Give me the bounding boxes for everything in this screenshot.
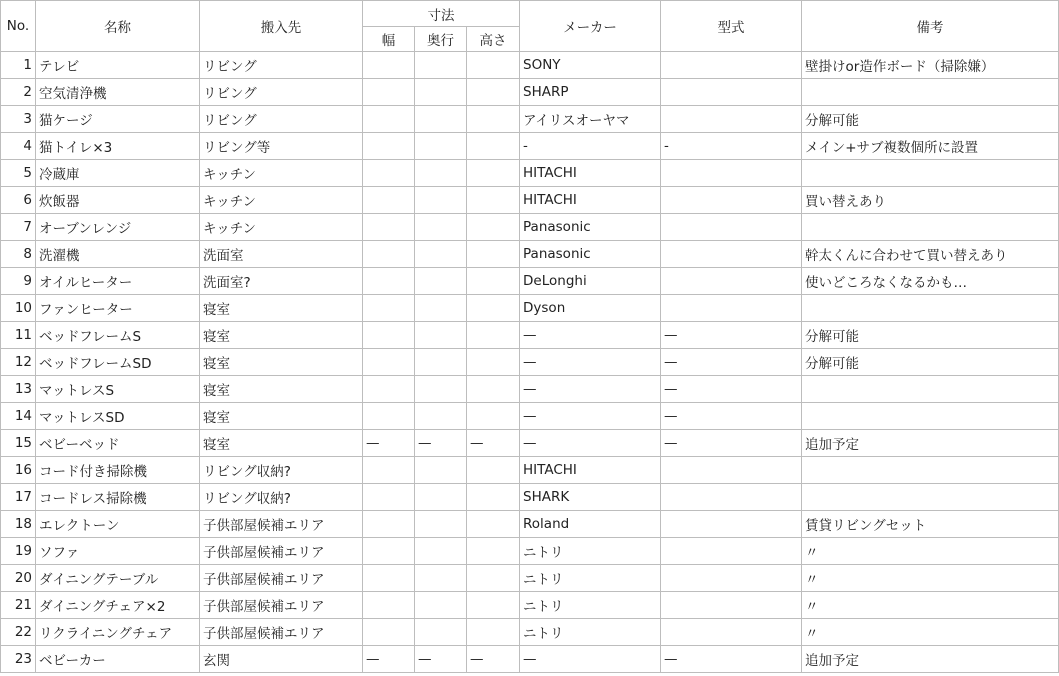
cell-depth[interactable] (415, 295, 467, 322)
cell-model[interactable] (661, 160, 802, 187)
cell-model[interactable] (661, 52, 802, 79)
cell-width[interactable] (363, 106, 415, 133)
table-row (1, 349, 1059, 376)
cell-no[interactable]: 22 (1, 619, 36, 646)
cell-name[interactable]: ベビーカー (36, 646, 200, 673)
cell-height[interactable] (467, 565, 520, 592)
cell-width[interactable] (363, 349, 415, 376)
cell-destination[interactable]: 寝室 (200, 295, 363, 322)
cell-depth[interactable] (415, 349, 467, 376)
cell-notes[interactable]: 〃 (802, 619, 1059, 646)
cell-model[interactable] (661, 457, 802, 484)
cell-destination[interactable]: キッチン (200, 187, 363, 214)
cell-name[interactable]: 空気清浄機 (36, 79, 200, 106)
cell-width[interactable] (363, 511, 415, 538)
cell-model[interactable]: — (661, 349, 802, 376)
cell-name[interactable]: 猫トイレ×3 (36, 133, 200, 160)
cell-destination[interactable]: 子供部屋候補エリア (200, 538, 363, 565)
cell-destination[interactable]: 洗面室? (200, 268, 363, 295)
cell-height[interactable] (467, 241, 520, 268)
cell-notes[interactable]: メイン+サブ複数個所に設置 (802, 133, 1059, 160)
cell-notes[interactable]: 分解可能 (802, 322, 1059, 349)
cell-maker[interactable]: Panasonic (520, 241, 661, 268)
cell-maker[interactable]: — (520, 646, 661, 673)
cell-maker[interactable]: — (520, 376, 661, 403)
cell-notes[interactable] (802, 403, 1059, 430)
cell-maker[interactable]: ニトリ (520, 565, 661, 592)
cell-destination[interactable]: 寝室 (200, 376, 363, 403)
cell-maker[interactable]: Roland (520, 511, 661, 538)
cell-model[interactable] (661, 511, 802, 538)
cell-destination[interactable]: 子供部屋候補エリア (200, 619, 363, 646)
cell-no[interactable]: 16 (1, 457, 36, 484)
cell-maker[interactable]: - (520, 133, 661, 160)
cell-name[interactable]: ベッドフレームSD (36, 349, 200, 376)
cell-notes[interactable]: 賃貸リビングセット (802, 511, 1059, 538)
cell-name[interactable]: コードレス掃除機 (36, 484, 200, 511)
cell-no[interactable]: 19 (1, 538, 36, 565)
cell-name[interactable]: ベッドフレームS (36, 322, 200, 349)
cell-depth[interactable] (415, 565, 467, 592)
cell-width[interactable] (363, 187, 415, 214)
cell-depth[interactable]: — (415, 646, 467, 673)
cell-notes[interactable]: 追加予定 (802, 430, 1059, 457)
cell-name[interactable]: ダイニングチェア×2 (36, 592, 200, 619)
cell-model[interactable] (661, 79, 802, 106)
cell-notes[interactable]: 分解可能 (802, 349, 1059, 376)
cell-name[interactable]: 洗濯機 (36, 241, 200, 268)
cell-notes[interactable]: 幹太くんに合わせて買い替えあり (802, 241, 1059, 268)
cell-width[interactable] (363, 322, 415, 349)
cell-notes[interactable]: 〃 (802, 538, 1059, 565)
table-row (1, 619, 1059, 646)
cell-no[interactable]: 1 (1, 52, 36, 79)
cell-destination[interactable]: リビング (200, 52, 363, 79)
cell-width[interactable]: — (363, 646, 415, 673)
cell-height[interactable] (467, 619, 520, 646)
cell-maker[interactable]: ニトリ (520, 592, 661, 619)
cell-no[interactable]: 13 (1, 376, 36, 403)
cell-height[interactable] (467, 268, 520, 295)
cell-depth[interactable] (415, 511, 467, 538)
cell-depth[interactable] (415, 214, 467, 241)
cell-destination[interactable]: 玄関 (200, 646, 363, 673)
cell-notes[interactable]: 使いどころなくなるかも… (802, 268, 1059, 295)
cell-maker[interactable]: HITACHI (520, 187, 661, 214)
cell-notes[interactable]: 追加予定 (802, 646, 1059, 673)
cell-model[interactable]: - (661, 133, 802, 160)
cell-height[interactable] (467, 457, 520, 484)
cell-no[interactable]: 9 (1, 268, 36, 295)
cell-height[interactable] (467, 133, 520, 160)
cell-destination[interactable]: 子供部屋候補エリア (200, 592, 363, 619)
cell-no[interactable]: 11 (1, 322, 36, 349)
cell-width[interactable] (363, 133, 415, 160)
table-row (1, 646, 1059, 673)
cell-name[interactable]: テレビ (36, 52, 200, 79)
cell-model[interactable] (661, 295, 802, 322)
cell-width[interactable] (363, 592, 415, 619)
cell-notes[interactable]: 壁掛けor造作ボード（掃除嫌） (802, 52, 1059, 79)
cell-depth[interactable] (415, 133, 467, 160)
cell-maker[interactable]: Panasonic (520, 214, 661, 241)
cell-maker[interactable]: SHARK (520, 484, 661, 511)
cell-maker[interactable]: Dyson (520, 295, 661, 322)
cell-width[interactable]: — (363, 430, 415, 457)
cell-name[interactable]: エレクトーン (36, 511, 200, 538)
cell-height[interactable] (467, 349, 520, 376)
cell-model[interactable]: — (661, 403, 802, 430)
cell-no[interactable]: 10 (1, 295, 36, 322)
cell-depth[interactable] (415, 160, 467, 187)
cell-height[interactable] (467, 79, 520, 106)
cell-no[interactable]: 8 (1, 241, 36, 268)
cell-height[interactable] (467, 187, 520, 214)
cell-maker[interactable]: DeLonghi (520, 268, 661, 295)
cell-depth[interactable] (415, 322, 467, 349)
cell-maker[interactable]: SONY (520, 52, 661, 79)
cell-width[interactable] (363, 79, 415, 106)
cell-destination[interactable]: 子供部屋候補エリア (200, 565, 363, 592)
table-row (1, 295, 1059, 322)
table-row (1, 133, 1059, 160)
header-notes[interactable]: 備考 (802, 1, 1059, 52)
table-row (1, 214, 1059, 241)
cell-height[interactable] (467, 52, 520, 79)
cell-no[interactable]: 14 (1, 403, 36, 430)
cell-name[interactable]: 猫ケージ (36, 106, 200, 133)
cell-depth[interactable] (415, 403, 467, 430)
cell-maker[interactable]: SHARP (520, 79, 661, 106)
cell-width[interactable] (363, 403, 415, 430)
header-maker[interactable]: メーカー (520, 1, 661, 52)
cell-model[interactable] (661, 241, 802, 268)
cell-notes[interactable] (802, 295, 1059, 322)
cell-notes[interactable] (802, 376, 1059, 403)
cell-name[interactable]: マットレスSD (36, 403, 200, 430)
cell-width[interactable] (363, 214, 415, 241)
cell-height[interactable] (467, 295, 520, 322)
cell-name[interactable]: リクライニングチェア (36, 619, 200, 646)
cell-notes[interactable]: 〃 (802, 592, 1059, 619)
cell-model[interactable] (661, 565, 802, 592)
cell-notes[interactable]: 〃 (802, 565, 1059, 592)
cell-depth[interactable] (415, 484, 467, 511)
cell-destination[interactable]: 子供部屋候補エリア (200, 511, 363, 538)
table-row (1, 79, 1059, 106)
cell-height[interactable] (467, 511, 520, 538)
cell-width[interactable] (363, 160, 415, 187)
table-row (1, 457, 1059, 484)
cell-height[interactable] (467, 376, 520, 403)
table-row (1, 268, 1059, 295)
cell-height[interactable] (467, 592, 520, 619)
cell-notes[interactable]: 買い替えあり (802, 187, 1059, 214)
cell-no[interactable]: 18 (1, 511, 36, 538)
table-row (1, 52, 1059, 79)
cell-name[interactable]: ダイニングテーブル (36, 565, 200, 592)
cell-destination[interactable]: 寝室 (200, 430, 363, 457)
cell-depth[interactable]: — (415, 430, 467, 457)
cell-no[interactable]: 7 (1, 214, 36, 241)
cell-depth[interactable] (415, 376, 467, 403)
cell-destination[interactable]: リビング等 (200, 133, 363, 160)
cell-depth[interactable] (415, 187, 467, 214)
cell-height[interactable] (467, 160, 520, 187)
cell-height[interactable]: — (467, 646, 520, 673)
cell-model[interactable]: — (661, 322, 802, 349)
cell-width[interactable] (363, 538, 415, 565)
cell-depth[interactable] (415, 106, 467, 133)
cell-destination[interactable]: 寝室 (200, 349, 363, 376)
header-height[interactable]: 高さ (467, 27, 520, 52)
table-row (1, 565, 1059, 592)
cell-maker[interactable]: ニトリ (520, 538, 661, 565)
cell-model[interactable] (661, 214, 802, 241)
table-row (1, 403, 1059, 430)
cell-name[interactable]: ベビーベッド (36, 430, 200, 457)
cell-model[interactable] (661, 187, 802, 214)
cell-depth[interactable] (415, 538, 467, 565)
cell-width[interactable] (363, 565, 415, 592)
cell-model[interactable]: — (661, 646, 802, 673)
cell-model[interactable] (661, 538, 802, 565)
header-name[interactable]: 名称 (36, 1, 200, 52)
cell-name[interactable]: オイルヒーター (36, 268, 200, 295)
table-row (1, 187, 1059, 214)
cell-model[interactable] (661, 484, 802, 511)
cell-maker[interactable]: — (520, 322, 661, 349)
cell-depth[interactable] (415, 52, 467, 79)
cell-model[interactable] (661, 106, 802, 133)
cell-maker[interactable]: ニトリ (520, 619, 661, 646)
cell-model[interactable] (661, 592, 802, 619)
cell-maker[interactable]: — (520, 403, 661, 430)
cell-destination[interactable]: リビング収納? (200, 457, 363, 484)
cell-no[interactable]: 4 (1, 133, 36, 160)
cell-no[interactable]: 20 (1, 565, 36, 592)
cell-model[interactable]: — (661, 376, 802, 403)
cell-maker[interactable]: — (520, 430, 661, 457)
header-width[interactable]: 幅 (363, 27, 415, 52)
cell-width[interactable] (363, 376, 415, 403)
cell-notes[interactable]: 分解可能 (802, 106, 1059, 133)
cell-no[interactable]: 3 (1, 106, 36, 133)
cell-maker[interactable]: HITACHI (520, 160, 661, 187)
cell-name[interactable]: コード付き掃除機 (36, 457, 200, 484)
cell-notes[interactable] (802, 457, 1059, 484)
table-row (1, 160, 1059, 187)
cell-name[interactable]: ファンヒーター (36, 295, 200, 322)
cell-depth[interactable] (415, 79, 467, 106)
cell-height[interactable] (467, 106, 520, 133)
cell-destination[interactable]: キッチン (200, 214, 363, 241)
header-dimensions[interactable]: 寸法 (363, 1, 520, 27)
cell-no[interactable]: 21 (1, 592, 36, 619)
table-row (1, 538, 1059, 565)
cell-width[interactable] (363, 619, 415, 646)
cell-width[interactable] (363, 484, 415, 511)
cell-width[interactable] (363, 268, 415, 295)
cell-destination[interactable]: キッチン (200, 160, 363, 187)
cell-no[interactable]: 23 (1, 646, 36, 673)
cell-model[interactable] (661, 619, 802, 646)
table-row (1, 376, 1059, 403)
cell-maker[interactable]: — (520, 349, 661, 376)
cell-depth[interactable] (415, 619, 467, 646)
cell-maker[interactable]: アイリスオーヤマ (520, 106, 661, 133)
table-row (1, 241, 1059, 268)
cell-name[interactable]: ソファ (36, 538, 200, 565)
cell-no[interactable]: 6 (1, 187, 36, 214)
cell-no[interactable]: 15 (1, 430, 36, 457)
header-model[interactable]: 型式 (661, 1, 802, 52)
cell-depth[interactable] (415, 268, 467, 295)
cell-destination[interactable]: 寝室 (200, 322, 363, 349)
cell-width[interactable] (363, 52, 415, 79)
cell-notes[interactable] (802, 214, 1059, 241)
cell-maker[interactable]: HITACHI (520, 457, 661, 484)
cell-width[interactable] (363, 241, 415, 268)
cell-destination[interactable]: リビング (200, 106, 363, 133)
cell-destination[interactable]: 洗面室 (200, 241, 363, 268)
cell-notes[interactable] (802, 484, 1059, 511)
cell-name[interactable]: オーブンレンジ (36, 214, 200, 241)
cell-notes[interactable] (802, 79, 1059, 106)
cell-height[interactable] (467, 403, 520, 430)
cell-destination[interactable]: リビング (200, 79, 363, 106)
cell-no[interactable]: 5 (1, 160, 36, 187)
cell-width[interactable] (363, 295, 415, 322)
cell-no[interactable]: 17 (1, 484, 36, 511)
cell-name[interactable]: マットレスS (36, 376, 200, 403)
cell-model[interactable] (661, 268, 802, 295)
cell-no[interactable]: 2 (1, 79, 36, 106)
table-row (1, 106, 1059, 133)
cell-model[interactable]: — (661, 430, 802, 457)
cell-name[interactable]: 冷蔵庫 (36, 160, 200, 187)
cell-notes[interactable] (802, 160, 1059, 187)
cell-depth[interactable] (415, 457, 467, 484)
cell-depth[interactable] (415, 241, 467, 268)
cell-name[interactable]: 炊飯器 (36, 187, 200, 214)
table-row (1, 592, 1059, 619)
cell-width[interactable] (363, 457, 415, 484)
table-row (1, 322, 1059, 349)
cell-height[interactable] (467, 322, 520, 349)
header-no[interactable]: No. (1, 1, 36, 52)
cell-height[interactable]: — (467, 430, 520, 457)
table-row (1, 511, 1059, 538)
cell-destination[interactable]: 寝室 (200, 403, 363, 430)
cell-height[interactable] (467, 484, 520, 511)
header-destination[interactable]: 搬入先 (200, 1, 363, 52)
table-row (1, 430, 1059, 457)
cell-destination[interactable]: リビング収納? (200, 484, 363, 511)
table-body (1, 52, 1059, 673)
table-row (1, 484, 1059, 511)
cell-depth[interactable] (415, 592, 467, 619)
cell-height[interactable] (467, 538, 520, 565)
cell-no[interactable]: 12 (1, 349, 36, 376)
header-depth[interactable]: 奥行 (415, 27, 467, 52)
cell-height[interactable] (467, 214, 520, 241)
